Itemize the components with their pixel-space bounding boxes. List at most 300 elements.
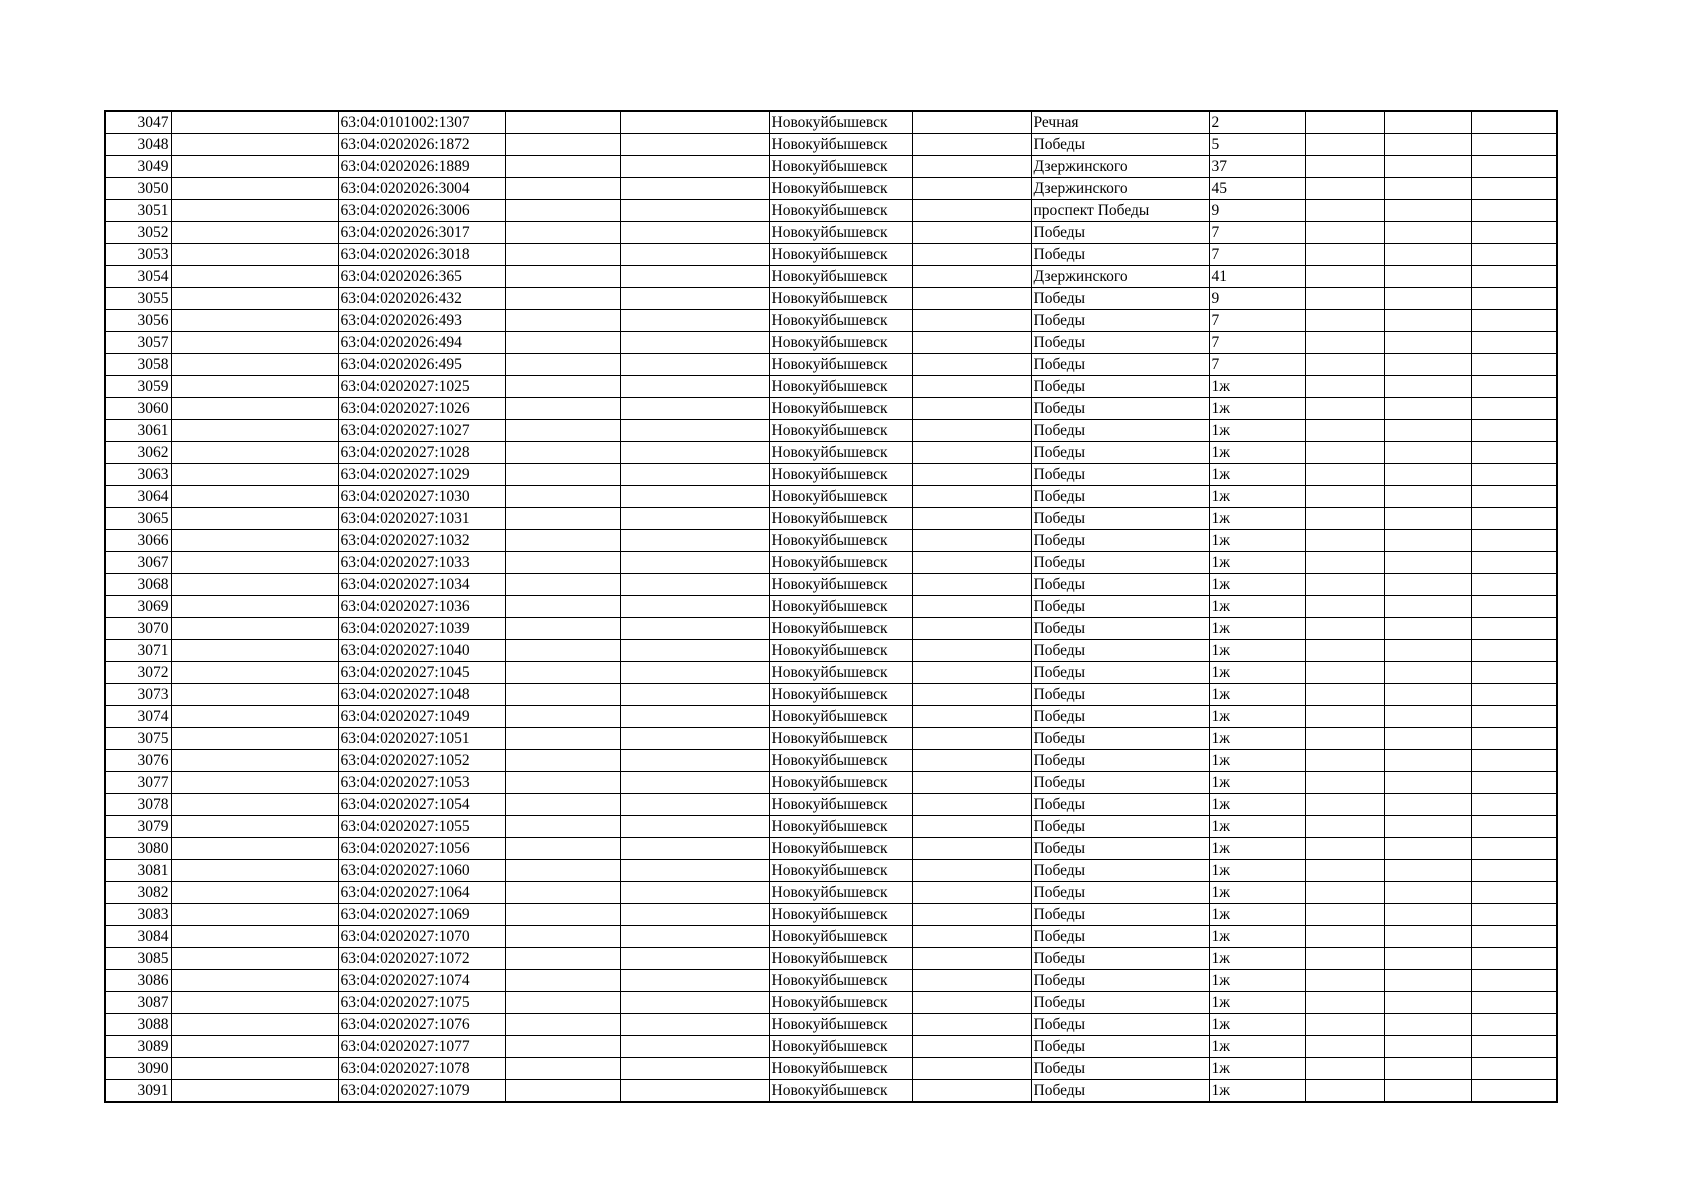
house-number-cell: 1ж xyxy=(1209,992,1305,1014)
empty-cell xyxy=(912,266,1031,288)
city-cell: Новокуйбышевск xyxy=(769,464,912,486)
empty-cell xyxy=(1384,706,1471,728)
empty-cell xyxy=(1305,904,1384,926)
city-cell: Новокуйбышевск xyxy=(769,1058,912,1080)
table-row xyxy=(105,200,1557,222)
street-cell: Победы xyxy=(1031,816,1209,838)
cadastral-number-cell: 63:04:0202027:1069 xyxy=(338,904,505,926)
table-row xyxy=(105,794,1557,816)
empty-cell xyxy=(912,178,1031,200)
empty-cell xyxy=(620,486,769,508)
empty-cell xyxy=(1305,662,1384,684)
empty-cell xyxy=(1305,134,1384,156)
empty-cell xyxy=(505,552,620,574)
street-cell: Победы xyxy=(1031,244,1209,266)
street-cell: Победы xyxy=(1031,970,1209,992)
house-number-cell: 1ж xyxy=(1209,948,1305,970)
empty-cell xyxy=(1471,420,1557,442)
street-cell: Победы xyxy=(1031,1036,1209,1058)
row-number-cell: 3075 xyxy=(105,728,171,750)
cadastral-number-cell: 63:04:0202027:1029 xyxy=(338,464,505,486)
city-cell: Новокуйбышевск xyxy=(769,134,912,156)
empty-cell xyxy=(1305,684,1384,706)
empty-cell xyxy=(912,486,1031,508)
empty-cell xyxy=(912,111,1031,134)
house-number-cell: 1ж xyxy=(1209,750,1305,772)
street-cell: Победы xyxy=(1031,1080,1209,1103)
row-number-cell: 3090 xyxy=(105,1058,171,1080)
house-number-cell: 1ж xyxy=(1209,926,1305,948)
empty-cell xyxy=(1305,200,1384,222)
city-cell: Новокуйбышевск xyxy=(769,618,912,640)
empty-cell xyxy=(912,926,1031,948)
empty-cell xyxy=(620,156,769,178)
street-cell: Победы xyxy=(1031,596,1209,618)
cadastral-number-cell: 63:04:0202027:1040 xyxy=(338,640,505,662)
empty-cell xyxy=(505,684,620,706)
empty-cell xyxy=(1384,1014,1471,1036)
house-number-cell: 37 xyxy=(1209,156,1305,178)
table-row xyxy=(105,640,1557,662)
table-row xyxy=(105,310,1557,332)
empty-cell xyxy=(912,596,1031,618)
empty-cell xyxy=(912,200,1031,222)
empty-cell xyxy=(912,662,1031,684)
empty-cell xyxy=(1384,354,1471,376)
empty-cell xyxy=(1471,354,1557,376)
empty-cell xyxy=(912,618,1031,640)
row-number-cell: 3066 xyxy=(105,530,171,552)
empty-cell xyxy=(171,288,338,310)
empty-cell xyxy=(912,772,1031,794)
empty-cell xyxy=(620,376,769,398)
empty-cell xyxy=(505,244,620,266)
street-cell: Победы xyxy=(1031,486,1209,508)
cadastral-number-cell: 63:04:0202027:1078 xyxy=(338,1058,505,1080)
empty-cell xyxy=(912,904,1031,926)
row-number-cell: 3061 xyxy=(105,420,171,442)
row-number-cell: 3049 xyxy=(105,156,171,178)
empty-cell xyxy=(1471,178,1557,200)
empty-cell xyxy=(620,662,769,684)
row-number-cell: 3056 xyxy=(105,310,171,332)
empty-cell xyxy=(1384,882,1471,904)
city-cell: Новокуйбышевск xyxy=(769,178,912,200)
empty-cell xyxy=(1384,222,1471,244)
empty-cell xyxy=(171,222,338,244)
empty-cell xyxy=(1305,970,1384,992)
house-number-cell: 7 xyxy=(1209,310,1305,332)
row-number-cell: 3085 xyxy=(105,948,171,970)
city-cell: Новокуйбышевск xyxy=(769,860,912,882)
table-row xyxy=(105,244,1557,266)
empty-cell xyxy=(171,376,338,398)
row-number-cell: 3060 xyxy=(105,398,171,420)
empty-cell xyxy=(1471,398,1557,420)
empty-cell xyxy=(1384,420,1471,442)
table-row xyxy=(105,1014,1557,1036)
table-row xyxy=(105,134,1557,156)
empty-cell xyxy=(505,794,620,816)
empty-cell xyxy=(1384,574,1471,596)
house-number-cell: 5 xyxy=(1209,134,1305,156)
cadastral-number-cell: 63:04:0202027:1036 xyxy=(338,596,505,618)
empty-cell xyxy=(1384,178,1471,200)
empty-cell xyxy=(620,398,769,420)
house-number-cell: 1ж xyxy=(1209,772,1305,794)
city-cell: Новокуйбышевск xyxy=(769,354,912,376)
empty-cell xyxy=(171,860,338,882)
cadastral-number-cell: 63:04:0202026:1872 xyxy=(338,134,505,156)
house-number-cell: 1ж xyxy=(1209,420,1305,442)
empty-cell xyxy=(505,640,620,662)
house-number-cell: 7 xyxy=(1209,244,1305,266)
empty-cell xyxy=(505,156,620,178)
row-number-cell: 3064 xyxy=(105,486,171,508)
empty-cell xyxy=(171,948,338,970)
empty-cell xyxy=(505,992,620,1014)
street-cell: Победы xyxy=(1031,838,1209,860)
cadastral-number-cell: 63:04:0202026:3017 xyxy=(338,222,505,244)
empty-cell xyxy=(1471,1036,1557,1058)
row-number-cell: 3052 xyxy=(105,222,171,244)
empty-cell xyxy=(505,948,620,970)
empty-cell xyxy=(505,420,620,442)
empty-cell xyxy=(1471,794,1557,816)
empty-cell xyxy=(505,266,620,288)
row-number-cell: 3074 xyxy=(105,706,171,728)
empty-cell xyxy=(912,508,1031,530)
row-number-cell: 3065 xyxy=(105,508,171,530)
table-row xyxy=(105,948,1557,970)
house-number-cell: 1ж xyxy=(1209,574,1305,596)
empty-cell xyxy=(1305,111,1384,134)
row-number-cell: 3076 xyxy=(105,750,171,772)
street-cell: Победы xyxy=(1031,794,1209,816)
empty-cell xyxy=(1471,200,1557,222)
city-cell: Новокуйбышевск xyxy=(769,574,912,596)
empty-cell xyxy=(620,750,769,772)
row-number-cell: 3067 xyxy=(105,552,171,574)
house-number-cell: 9 xyxy=(1209,200,1305,222)
city-cell: Новокуйбышевск xyxy=(769,310,912,332)
table-row xyxy=(105,530,1557,552)
empty-cell xyxy=(1471,508,1557,530)
empty-cell xyxy=(620,508,769,530)
house-number-cell: 1ж xyxy=(1209,1080,1305,1103)
empty-cell xyxy=(171,464,338,486)
empty-cell xyxy=(171,1014,338,1036)
street-cell: Победы xyxy=(1031,332,1209,354)
cadastral-number-cell: 63:04:0202027:1076 xyxy=(338,1014,505,1036)
empty-cell xyxy=(620,332,769,354)
cadastral-number-cell: 63:04:0202027:1075 xyxy=(338,992,505,1014)
empty-cell xyxy=(1471,596,1557,618)
empty-cell xyxy=(505,618,620,640)
empty-cell xyxy=(505,706,620,728)
street-cell: Дзержинского xyxy=(1031,178,1209,200)
empty-cell xyxy=(620,1036,769,1058)
row-number-cell: 3089 xyxy=(105,1036,171,1058)
row-number-cell: 3086 xyxy=(105,970,171,992)
cadastral-number-cell: 63:04:0202027:1039 xyxy=(338,618,505,640)
house-number-cell: 45 xyxy=(1209,178,1305,200)
street-cell: Победы xyxy=(1031,310,1209,332)
empty-cell xyxy=(505,750,620,772)
table-row xyxy=(105,838,1557,860)
empty-cell xyxy=(505,728,620,750)
empty-cell xyxy=(171,178,338,200)
empty-cell xyxy=(912,816,1031,838)
row-number-cell: 3073 xyxy=(105,684,171,706)
empty-cell xyxy=(912,288,1031,310)
city-cell: Новокуйбышевск xyxy=(769,662,912,684)
empty-cell xyxy=(171,530,338,552)
row-number-cell: 3048 xyxy=(105,134,171,156)
empty-cell xyxy=(505,310,620,332)
cadastral-number-cell: 63:04:0202027:1070 xyxy=(338,926,505,948)
empty-cell xyxy=(1384,244,1471,266)
empty-cell xyxy=(620,178,769,200)
cadastral-number-cell: 63:04:0202027:1051 xyxy=(338,728,505,750)
empty-cell xyxy=(1305,508,1384,530)
row-number-cell: 3062 xyxy=(105,442,171,464)
empty-cell xyxy=(620,728,769,750)
cadastral-number-cell: 63:04:0202026:1889 xyxy=(338,156,505,178)
empty-cell xyxy=(912,156,1031,178)
street-cell: Победы xyxy=(1031,860,1209,882)
street-cell: Дзержинского xyxy=(1031,156,1209,178)
empty-cell xyxy=(505,904,620,926)
table-row xyxy=(105,574,1557,596)
empty-cell xyxy=(1384,926,1471,948)
street-cell: Речная xyxy=(1031,111,1209,134)
cadastral-number-cell: 63:04:0101002:1307 xyxy=(338,111,505,134)
empty-cell xyxy=(171,750,338,772)
empty-cell xyxy=(171,706,338,728)
street-cell: Победы xyxy=(1031,750,1209,772)
row-number-cell: 3077 xyxy=(105,772,171,794)
empty-cell xyxy=(171,574,338,596)
street-cell: Победы xyxy=(1031,552,1209,574)
empty-cell xyxy=(171,332,338,354)
empty-cell xyxy=(1384,904,1471,926)
empty-cell xyxy=(912,222,1031,244)
cadastral-number-cell: 63:04:0202026:3006 xyxy=(338,200,505,222)
empty-cell xyxy=(1471,486,1557,508)
row-number-cell: 3055 xyxy=(105,288,171,310)
table-row xyxy=(105,1080,1557,1103)
empty-cell xyxy=(1384,398,1471,420)
cadastral-number-cell: 63:04:0202027:1045 xyxy=(338,662,505,684)
table-row xyxy=(105,442,1557,464)
empty-cell xyxy=(620,860,769,882)
empty-cell xyxy=(1305,464,1384,486)
table-row xyxy=(105,156,1557,178)
house-number-cell: 1ж xyxy=(1209,904,1305,926)
street-cell: Победы xyxy=(1031,882,1209,904)
house-number-cell: 1ж xyxy=(1209,376,1305,398)
empty-cell xyxy=(1305,552,1384,574)
city-cell: Новокуйбышевск xyxy=(769,750,912,772)
empty-cell xyxy=(1384,860,1471,882)
empty-cell xyxy=(1471,552,1557,574)
city-cell: Новокуйбышевск xyxy=(769,111,912,134)
empty-cell xyxy=(1305,420,1384,442)
house-number-cell: 1ж xyxy=(1209,530,1305,552)
empty-cell xyxy=(505,288,620,310)
street-cell: Победы xyxy=(1031,354,1209,376)
house-number-cell: 1ж xyxy=(1209,728,1305,750)
empty-cell xyxy=(620,222,769,244)
street-cell: Победы xyxy=(1031,222,1209,244)
empty-cell xyxy=(912,992,1031,1014)
empty-cell xyxy=(505,464,620,486)
street-cell: Победы xyxy=(1031,904,1209,926)
empty-cell xyxy=(620,244,769,266)
empty-cell xyxy=(171,728,338,750)
empty-cell xyxy=(912,244,1031,266)
cadastral-number-cell: 63:04:0202027:1030 xyxy=(338,486,505,508)
house-number-cell: 2 xyxy=(1209,111,1305,134)
empty-cell xyxy=(1384,486,1471,508)
cadastral-number-cell: 63:04:0202027:1053 xyxy=(338,772,505,794)
empty-cell xyxy=(505,1058,620,1080)
empty-cell xyxy=(171,1058,338,1080)
empty-cell xyxy=(171,992,338,1014)
row-number-cell: 3047 xyxy=(105,111,171,134)
empty-cell xyxy=(505,838,620,860)
city-cell: Новокуйбышевск xyxy=(769,156,912,178)
empty-cell xyxy=(171,156,338,178)
empty-cell xyxy=(1305,156,1384,178)
house-number-cell: 1ж xyxy=(1209,816,1305,838)
cadastral-number-cell: 63:04:0202026:495 xyxy=(338,354,505,376)
empty-cell xyxy=(620,816,769,838)
empty-cell xyxy=(1384,662,1471,684)
city-cell: Новокуйбышевск xyxy=(769,222,912,244)
table-row xyxy=(105,596,1557,618)
city-cell: Новокуйбышевск xyxy=(769,200,912,222)
empty-cell xyxy=(171,772,338,794)
empty-cell xyxy=(912,552,1031,574)
empty-cell xyxy=(1471,904,1557,926)
empty-cell xyxy=(1305,816,1384,838)
empty-cell xyxy=(171,596,338,618)
cadastral-number-cell: 63:04:0202027:1048 xyxy=(338,684,505,706)
cadastral-number-cell: 63:04:0202027:1049 xyxy=(338,706,505,728)
table-row xyxy=(105,816,1557,838)
row-number-cell: 3051 xyxy=(105,200,171,222)
empty-cell xyxy=(1471,816,1557,838)
empty-cell xyxy=(1384,464,1471,486)
empty-cell xyxy=(620,530,769,552)
empty-cell xyxy=(620,200,769,222)
empty-cell xyxy=(1384,970,1471,992)
cadastral-number-cell: 63:04:0202026:3018 xyxy=(338,244,505,266)
empty-cell xyxy=(1305,882,1384,904)
empty-cell xyxy=(1471,244,1557,266)
empty-cell xyxy=(912,376,1031,398)
city-cell: Новокуйбышевск xyxy=(769,420,912,442)
empty-cell xyxy=(1305,838,1384,860)
table-row xyxy=(105,750,1557,772)
empty-cell xyxy=(1384,508,1471,530)
city-cell: Новокуйбышевск xyxy=(769,530,912,552)
city-cell: Новокуйбышевск xyxy=(769,244,912,266)
city-cell: Новокуйбышевск xyxy=(769,904,912,926)
empty-cell xyxy=(912,1014,1031,1036)
empty-cell xyxy=(1305,178,1384,200)
empty-cell xyxy=(912,838,1031,860)
empty-cell xyxy=(1305,486,1384,508)
empty-cell xyxy=(1305,354,1384,376)
empty-cell xyxy=(505,530,620,552)
empty-cell xyxy=(1471,222,1557,244)
table-row xyxy=(105,222,1557,244)
empty-cell xyxy=(1384,948,1471,970)
empty-cell xyxy=(1471,156,1557,178)
city-cell: Новокуйбышевск xyxy=(769,332,912,354)
empty-cell xyxy=(1471,288,1557,310)
row-number-cell: 3053 xyxy=(105,244,171,266)
empty-cell xyxy=(171,354,338,376)
empty-cell xyxy=(1471,970,1557,992)
row-number-cell: 3080 xyxy=(105,838,171,860)
street-cell: Победы xyxy=(1031,1014,1209,1036)
empty-cell xyxy=(1305,332,1384,354)
empty-cell xyxy=(1384,134,1471,156)
empty-cell xyxy=(171,266,338,288)
empty-cell xyxy=(620,288,769,310)
cadastral-number-cell: 63:04:0202027:1064 xyxy=(338,882,505,904)
city-cell: Новокуйбышевск xyxy=(769,838,912,860)
empty-cell xyxy=(620,992,769,1014)
house-number-cell: 7 xyxy=(1209,332,1305,354)
empty-cell xyxy=(1471,1080,1557,1103)
row-number-cell: 3072 xyxy=(105,662,171,684)
empty-cell xyxy=(171,640,338,662)
city-cell: Новокуйбышевск xyxy=(769,816,912,838)
empty-cell xyxy=(620,464,769,486)
city-cell: Новокуйбышевск xyxy=(769,728,912,750)
empty-cell xyxy=(1471,530,1557,552)
empty-cell xyxy=(171,398,338,420)
table-row xyxy=(105,926,1557,948)
empty-cell xyxy=(1305,1036,1384,1058)
city-cell: Новокуйбышевск xyxy=(769,398,912,420)
empty-cell xyxy=(1305,618,1384,640)
empty-cell xyxy=(1305,794,1384,816)
cadastral-number-cell: 63:04:0202027:1026 xyxy=(338,398,505,420)
street-cell: Победы xyxy=(1031,442,1209,464)
empty-cell xyxy=(505,486,620,508)
city-cell: Новокуйбышевск xyxy=(769,684,912,706)
empty-cell xyxy=(505,662,620,684)
empty-cell xyxy=(1305,1058,1384,1080)
table-row xyxy=(105,706,1557,728)
house-number-cell: 1ж xyxy=(1209,618,1305,640)
empty-cell xyxy=(620,684,769,706)
table-row xyxy=(105,772,1557,794)
empty-cell xyxy=(171,442,338,464)
cadastral-number-cell: 63:04:0202026:432 xyxy=(338,288,505,310)
empty-cell xyxy=(505,816,620,838)
empty-cell xyxy=(620,596,769,618)
empty-cell xyxy=(1305,706,1384,728)
empty-cell xyxy=(1471,772,1557,794)
empty-cell xyxy=(620,970,769,992)
